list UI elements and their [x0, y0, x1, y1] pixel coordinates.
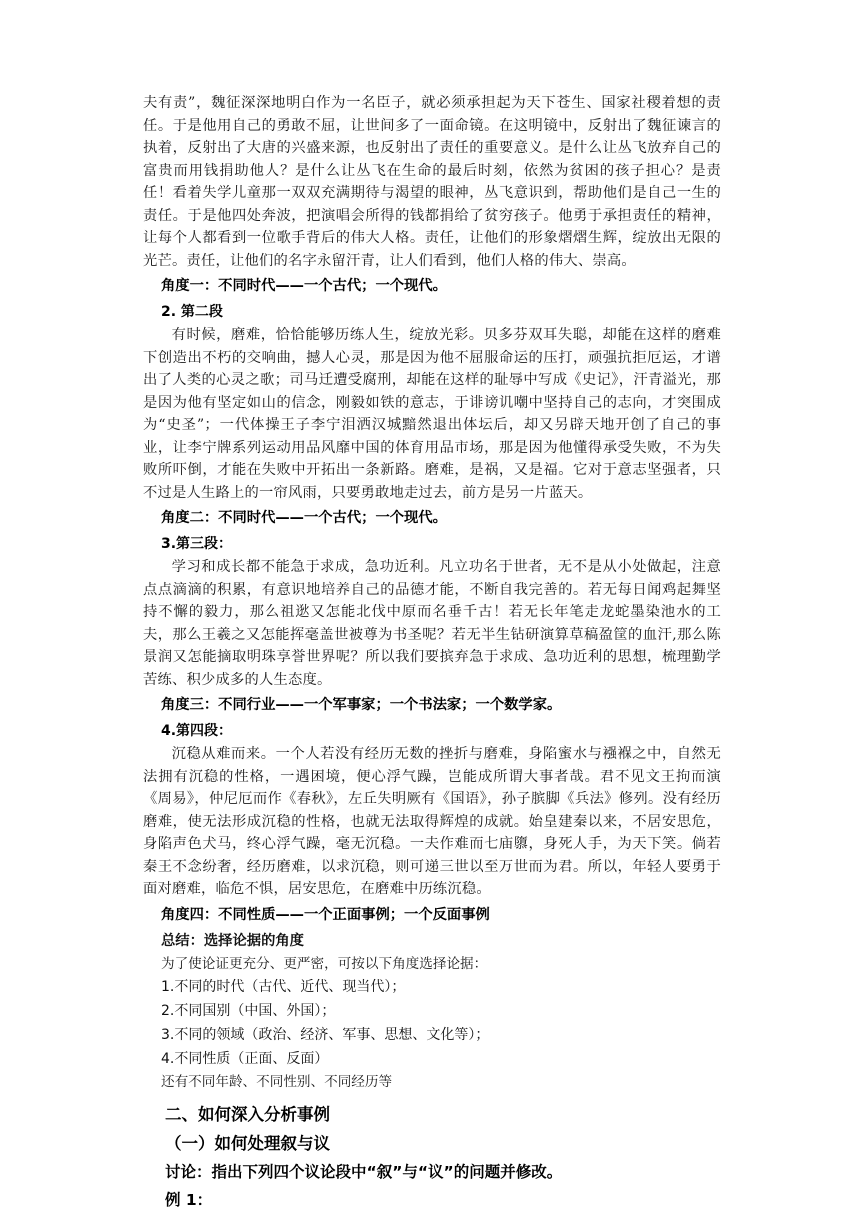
paragraph-continued: 夫有责”，魏征深深地明白作为一名臣子，就必须承担起为天下苍生、国家社稷着想的责任。于是他用自己的勇敢不屈，让世间多了一面命镜。在这明镜中，反射出了魏征谏言的执着，反射出了大唐的兴盛来源，也反射出了责任的重要意义。是什么让丛飞放弃自己的富贵而用钱捐助他人？是什么让丛飞在生命的最后时刻，依然为贫困的孩子担心？是责任！看着失学儿童那一双双充满期待与渴望的眼神，丛飞意识到，帮助他们是自己一生的责任。于是他四处奔波，把演唱会所得的钱都捐给了贫穷孩子。他勇于承担责任的精神，让每个人都看到一位歌手背后的伟大人格。责任，让他们的形象熠熠生辉，绽放出无限的光芒。责任，让他们的名字永留汗青，让人们看到，他们人格的伟大、崇高。	[143, 95, 721, 269]
summary-tail: 还有不同年龄、不同性别、不同经历等	[161, 1073, 393, 1090]
subsection-heading: （一）如何处理叙与议	[165, 1133, 330, 1153]
paragraph-fourth: 沉稳从难而来。一个人若没有经历无数的挫折与磨难，身陷蜜水与襁褓之中，自然无法拥有沉稳的性格，一遇困境，便心浮气躁，岂能成所谓大事者哉。君不见文王拘而演《周易》，仲尼厄而作《春秋》，左丘失明厥有《国语》，孙子膑脚《兵法》修列。没有经历磨难，使无法形成沉稳的性格，也就无法取得辉煌的成就。始皇建秦以来，不居安思危，身陷声色犬马，终心浮气躁，毫无沉稳。一夫作难而七庙隳，身死人手，为天下笑。倘若秦王不念纷奢，经历磨难，以求沉稳，则可递三世以至万世而为君。所以，年轻人要勇于面对磨难，临危不惧，居安思危，在磨难中历练沉稳。	[143, 746, 721, 897]
paragraph-second: 有时候，磨难，恰恰能够历练人生，绽放光彩。贝多芬双耳失聪，却能在这样的磨难下创造出不朽的交响曲，撼人心灵，那是因为他不屈服命运的压打，顽强抗拒厄运，才谱出了人类的心灵之歌；司马迁遭受腐刑，却能在这样的耻辱中写成《史记》，汗青溢光，那是因为他有坚定如山的信念，刚毅如铁的意志，于诽谤讥嘲中坚持自己的志向，才突围成为“史圣”；一代体操王子李宁泪洒汉城黯然退出体坛后，却又另辟天地开创了自己的事业，让李宁牌系列运动用品风靡中国的体育用品市场，那是因为他懂得承受失败，不为失败所吓倒，才能在失败中开拓出一条新路。磨难，是祸，又是福。它对于意志坚强者，只不过是人生路上的一帘风雨，只要勇敢地走过去，前方是另一片蓝天。	[143, 327, 721, 501]
section-heading-4: 4.第四段：	[161, 723, 233, 739]
summary-item-3: 3.不同的领域（政治、经济、军事、思想、文化等）；	[161, 1026, 490, 1043]
summary-item-4: 4.不同性质（正面、反面）	[161, 1050, 329, 1067]
paragraph-third: 学习和成长都不能急于求成，急功近利。凡立功名于世者，无不是从小处做起，注意点点滴滴的积累，有意识地培养自己的品德才能，不断自我完善的。若无每日闻鸡起舞坚持不懈的毅力，那么祖逖又怎能北伐中原而名垂千古！若无长年笔走龙蛇墨染池水的工夫，那么王羲之又怎能挥毫盖世被尊为书圣呢？若无半生钻研演算草稿盈筐的血汗,那么陈景润又怎能摘取明珠享誉世界呢？所以我们要摈弃急于求成、急功近利的思想，梳理勤学苦练、积少成多的人生态度。	[143, 559, 721, 688]
example-label: 例 1：	[165, 1190, 213, 1209]
section-two-heading: 二、如何深入分析事例	[165, 1104, 330, 1124]
summary-title: 总结：选择论据的角度	[161, 932, 304, 949]
discussion-prompt: 讨论：指出下列四个议论段中“叙”与“议”的问题并修改。	[165, 1162, 563, 1181]
angle-four-label: 角度四：不同性质——一个正面事例；一个反面事例	[161, 906, 490, 923]
summary-item-2: 2.不同国别（中国、外国）；	[161, 1002, 336, 1019]
angle-three-label: 角度三：不同行业——一个军事家；一个书法家；一个数学家。	[161, 697, 562, 713]
document-body	[143, 92, 721, 1213]
angle-one-label: 角度一：不同时代——一个古代；一个现代。	[161, 278, 447, 294]
angle-two-label: 角度二：不同时代——一个古代；一个现代。	[161, 510, 447, 526]
section-heading-2: 2. 第二段	[161, 304, 223, 320]
summary-item-1: 1.不同的时代（古代、近代、现当代）；	[161, 978, 406, 995]
summary-intro: 为了使论证更充分、更严密，可按以下角度选择论据：	[161, 955, 488, 972]
section-heading-3: 3.第三段：	[161, 536, 233, 552]
